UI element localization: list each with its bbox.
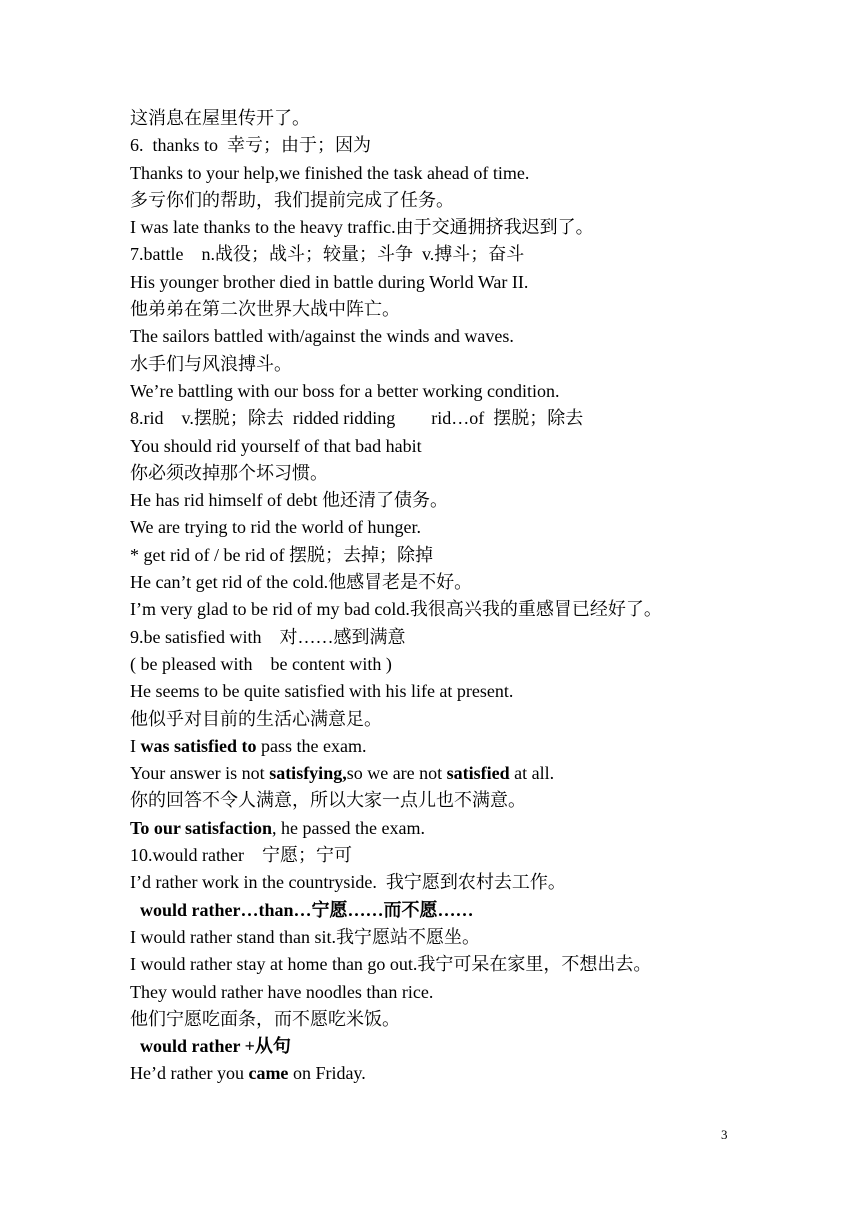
text-segment: Your answer is not (130, 763, 270, 784)
text-line (130, 624, 750, 651)
text-segment: ( be pleased with be content with ) (130, 653, 392, 674)
text-line (130, 842, 750, 869)
text-segment: 多亏你们的帮助，我们提前完成了任务。 (130, 189, 454, 210)
text-line (130, 951, 750, 978)
text-line (130, 760, 750, 787)
text-segment: , he passed the exam. (272, 817, 425, 838)
text-segment: at all. (509, 763, 555, 784)
text-line (130, 241, 750, 268)
text-segment: pass the exam. (256, 735, 367, 756)
text-segment: The sailors battled with/against the winds and waves. (130, 326, 514, 347)
page-number: 3 (721, 1127, 728, 1142)
text-line (130, 187, 750, 214)
text-line (130, 514, 750, 541)
text-segment: 你必须改掉那个坏习惯。 (130, 462, 328, 483)
text-segment: He’d rather you (130, 1063, 249, 1084)
text-line (130, 378, 750, 405)
text-line (130, 269, 750, 296)
text-segment: We’re battling with our boss for a better working condition. (130, 380, 560, 401)
text-segment: 他弟弟在第二次世界大战中阵亡。 (130, 299, 400, 320)
text-segment: He can’t get rid of the cold.他感冒老是不好。 (130, 572, 473, 593)
text-line (130, 460, 750, 487)
text-line (130, 815, 750, 842)
text-segment: 他们宁愿吃面条，而不愿吃米饭。 (130, 1008, 400, 1029)
text-line (130, 105, 750, 132)
text-line (130, 405, 750, 432)
text-line (130, 678, 750, 705)
text-segment: 6. thanks to 幸亏；由于；因为 (130, 135, 371, 156)
text-line (130, 487, 750, 514)
text-line (130, 569, 750, 596)
text-line (130, 323, 750, 350)
text-segment: 10.would rather 宁愿；宁可 (130, 845, 352, 866)
text-segment: 7.battle n.战役；战斗；较量；斗争 v.搏斗；奋斗 (130, 244, 525, 265)
text-line (130, 706, 750, 733)
text-segment: I (130, 735, 141, 756)
bold-text-segment: was satisfied to (140, 735, 257, 756)
text-segment: 水手们与风浪搏斗。 (130, 353, 292, 374)
text-line (130, 1006, 750, 1033)
text-segment: We are trying to rid the world of hunger. (130, 517, 421, 538)
text-segment: on Friday. (288, 1063, 366, 1084)
text-line (130, 1060, 750, 1087)
text-line (130, 897, 750, 924)
text-segment: so we are not (346, 763, 447, 784)
bold-text-segment: came (248, 1063, 289, 1084)
text-segment: 这消息在屋里传开了。 (130, 108, 310, 128)
text-segment: They would rather have noodles than rice. (130, 981, 434, 1002)
text-line (130, 733, 750, 760)
text-segment: 他似乎对目前的生活心满意足。 (130, 708, 382, 729)
text-segment: His younger brother died in battle during World War II. (130, 271, 529, 292)
bold-text-segment: would rather…than…宁愿……而不愿…… (140, 899, 474, 920)
text-line (130, 924, 750, 951)
bold-text-segment: To our satisfaction (130, 817, 273, 838)
text-line (130, 979, 750, 1006)
text-line (130, 132, 750, 159)
text-segment: I’m very glad to be rid of my bad cold.我很高兴我的重感冒已经好了。 (130, 599, 662, 620)
text-line (130, 351, 750, 378)
text-segment: 你的回答不令人满意，所以大家一点儿也不满意。 (130, 790, 526, 811)
text-segment: I’d rather work in the countryside. 我宁愿到农村去工作。 (130, 872, 566, 893)
text-segment: You should rid yourself of that bad habit (130, 435, 422, 456)
text-line (130, 214, 750, 241)
text-line (130, 296, 750, 323)
bold-text-segment: would rather +从句 (140, 1036, 291, 1057)
text-line (130, 651, 750, 678)
bold-text-segment: satisfying, (269, 763, 347, 784)
text-segment: * get rid of / be rid of 摆脱；去掉；除掉 (130, 544, 433, 565)
text-line (130, 869, 750, 896)
page-body (130, 105, 750, 1088)
text-segment: I would rather stay at home than go out.我宁可呆在家里，不想出去。 (130, 954, 652, 975)
text-segment: Thanks to your help,we finished the task ahead of time. (130, 162, 530, 183)
text-line (130, 787, 750, 814)
text-line (130, 542, 750, 569)
text-segment: 8.rid v.摆脱；除去 ridded ridding rid…of 摆脱；除去 (130, 408, 584, 429)
text-line (130, 1033, 750, 1060)
text-line (130, 433, 750, 460)
text-segment: He has rid himself of debt 他还清了债务。 (130, 490, 448, 511)
text-segment: I was late thanks to the heavy traffic.由于交通拥挤我迟到了。 (130, 217, 594, 238)
text-line (130, 160, 750, 187)
text-line (130, 596, 750, 623)
text-segment: He seems to be quite satisfied with his life at present. (130, 681, 514, 702)
text-segment: I would rather stand than sit.我宁愿站不愿坐。 (130, 926, 480, 947)
bold-text-segment: satisfied (446, 763, 510, 784)
text-segment: 9.be satisfied with 对……感到满意 (130, 626, 406, 647)
